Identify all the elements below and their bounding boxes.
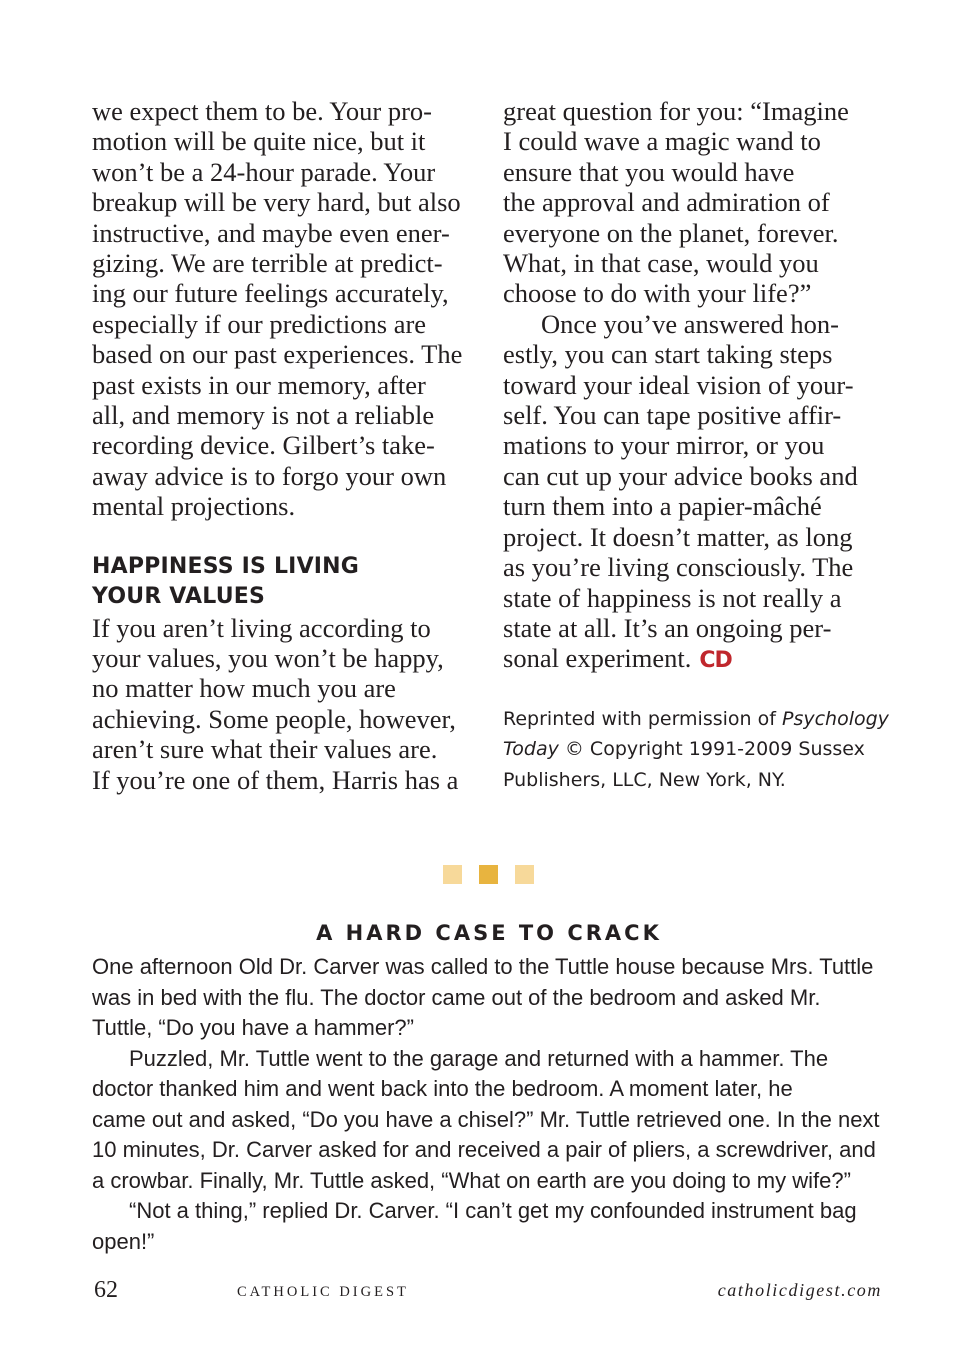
text-line: mental projections. [92, 491, 296, 522]
text-line: aren’t sure what their values are. [92, 734, 438, 765]
text-line: a crowbar. Finally, Mr. Tuttle asked, “What on earth are you doing to my wife?” [92, 1167, 851, 1193]
text-line: mations to your mirror, or you [503, 430, 825, 461]
joke-title: A HARD CASE TO CRACK [316, 921, 662, 945]
text-line: instructive, and maybe even ener- [92, 217, 450, 248]
text-line: One afternoon Old Dr. Carver was called to the Tuttle house because Mrs. Tuttle [92, 954, 874, 979]
credit-line: Publishers, LLC, New York, NY. [503, 768, 786, 791]
heading-line: HAPPINESS IS LIVING [92, 553, 360, 579]
text-line: breakup will be very hard, but also [92, 187, 461, 218]
text-line: Puzzled, Mr. Tuttle went to the garage and returned with a hammer. The [129, 1045, 829, 1071]
text-line: especially if our predictions are [92, 308, 427, 339]
article-paragraph [503, 96, 888, 309]
text-line: choose to do with your life?” [503, 278, 812, 309]
text-line: What, in that case, would you [503, 248, 819, 279]
text-line: open!” [92, 1228, 155, 1254]
text-line: away advice is to forgo your own [92, 460, 447, 491]
right-column [503, 96, 888, 795]
text-line: estly, you can start taking steps [503, 339, 833, 370]
article-paragraph [92, 96, 477, 522]
text-line: turn them into a papier-mâché [503, 491, 822, 522]
text-line: gizing. We are terrible at predict- [92, 248, 443, 279]
credit-text: © Copyright 1991-2009 Sussex [558, 738, 865, 761]
text-line: doctor thanked him and went back into the bedroom. A moment later, he [92, 1076, 793, 1101]
text-line: Once you’ve answered hon- [541, 308, 840, 339]
divider-square [443, 865, 462, 884]
text-line: came out and asked, “Do you have a chisel?” Mr. Tuttle retrieved one. In the next [92, 1106, 880, 1132]
credit-line [503, 704, 888, 735]
text-line: project. It doesn’t matter, as long [503, 521, 853, 552]
cd-end-mark-logo: CD [699, 648, 732, 674]
text-line: Tuttle, “Do you have a hammer?” [92, 1015, 414, 1040]
page-footer [92, 1277, 882, 1307]
credit-line [503, 734, 888, 765]
credit-italic: Psychology [781, 707, 889, 730]
text-line: ing our future feelings accurately, [92, 278, 449, 309]
text-line: self. You can tape positive affir- [503, 400, 842, 431]
text-line-last: sonal experiment. [503, 643, 692, 674]
text-line [503, 643, 888, 676]
text-line: state at all. It’s an ongoing per- [503, 612, 832, 643]
website-url: catholicdigest.com [717, 1280, 882, 1300]
text-line: motion will be quite nice, but it [92, 126, 426, 157]
left-column [92, 96, 477, 795]
text-line: ensure that you would have [503, 156, 795, 187]
credit-italic: Today [503, 738, 559, 761]
credit-text: Reprinted with permission of [503, 707, 782, 730]
publication-name: CATHOLIC DIGEST [237, 1284, 409, 1300]
divider-square [479, 865, 498, 884]
heading-line: YOUR VALUES [92, 584, 266, 610]
divider-square [515, 865, 534, 884]
section-heading [92, 552, 477, 613]
text-line: past exists in our memory, after [92, 369, 426, 400]
permission-credit [503, 704, 888, 796]
text-line: as you’re living consciously. The [503, 552, 854, 583]
text-line: I could wave a magic wand to [503, 126, 821, 157]
text-line: no matter how much you are [92, 673, 396, 704]
text-line: state of happiness is not really a [503, 582, 842, 613]
joke-body [92, 952, 892, 1257]
text-line: can cut up your advice books and [503, 460, 858, 491]
section-divider [443, 865, 535, 885]
text-line: all, and memory is not a reliable [92, 400, 435, 431]
text-line: toward your ideal vision of your- [503, 369, 854, 400]
text-line: your values, you won’t be happy, [92, 642, 444, 673]
article-paragraph [503, 309, 888, 677]
text-line: If you aren’t living according to [92, 612, 431, 643]
text-line: If you’re one of them, Harris has a [92, 764, 459, 795]
text-line: won’t be a 24-hour parade. Your [92, 156, 436, 187]
text-line: great question for you: “Imagine [503, 96, 849, 126]
page-number: 62 [94, 1277, 118, 1303]
article-paragraph [92, 613, 477, 795]
text-line: recording device. Gilbert’s take- [92, 430, 435, 461]
text-line: everyone on the planet, forever. [503, 217, 839, 248]
text-line: “Not a thing,” replied Dr. Carver. “I can’t get my confounded instrument bag [129, 1198, 857, 1223]
text-line: 10 minutes, Dr. Carver asked for and received a pair of pliers, a screwdriver, and [92, 1137, 876, 1162]
text-line: the approval and admiration of [503, 187, 830, 218]
text-line: based on our past experiences. The [92, 339, 463, 370]
text-line: was in bed with the flu. The doctor came out of the bedroom and asked Mr. [92, 984, 821, 1010]
text-line: we expect them to be. Your pro- [92, 96, 433, 126]
text-line: achieving. Some people, however, [92, 703, 456, 734]
